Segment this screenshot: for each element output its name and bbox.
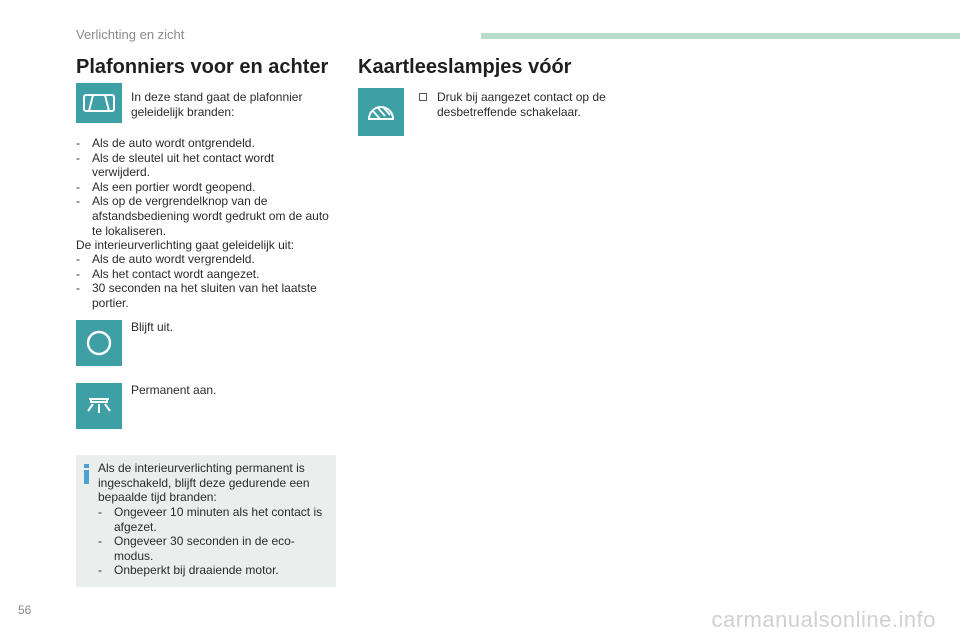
page-number: 56 [18, 603, 32, 617]
list-item: - 30 seconden na het sluiten van het laatste portier. [76, 281, 331, 310]
list-item: - Als een portier wordt geopend. [76, 180, 331, 195]
section-title-front-rear: Plafonniers voor en achter [76, 56, 329, 78]
info-list [98, 505, 334, 578]
info-box [76, 455, 336, 587]
list-item: - Als het contact wordt aangezet. [76, 267, 331, 282]
list-item: - Als de auto wordt vergrendeld. [76, 252, 331, 267]
section-title-map-lamps: Kaartleeslampjes vóór [358, 56, 572, 78]
list-item: - Ongeveer 30 seconden in de eco-modus. [98, 534, 334, 563]
intro-text: In deze stand gaat de plafonnier geleidelijk branden: [131, 90, 303, 119]
list-item: - Als de sleutel uit het contact wordt verwijderd. [76, 151, 331, 180]
header-accent-bar [481, 33, 960, 39]
list-item: - Onbeperkt bij draaiende motor. [98, 563, 334, 578]
off-intro-text: De interieurverlichting gaat geleidelijk uit: [76, 238, 295, 252]
lamp-on-icon [76, 383, 122, 429]
permanent-on-text: Permanent aan. [131, 383, 217, 397]
circle-off-icon [76, 320, 122, 366]
list-item: - Als de auto wordt ontgrendeld. [76, 136, 331, 151]
info-icon [84, 464, 90, 484]
list-item: - Als op de vergrendelknop van de afstandsbediening wordt gedrukt om de auto te lokaliseren. [76, 194, 331, 238]
watermark: carmanualsonline.info [711, 607, 936, 632]
list-item: - Ongeveer 10 minuten als het contact is afgezet. [98, 505, 334, 534]
map-reading-lamp-icon [358, 88, 404, 136]
section-header: Verlichting en zicht [76, 27, 185, 42]
info-text: Als de interieurverlichting permanent is ingeschakeld, blijft deze gedurende een bepaalde tijd branden: [98, 461, 310, 505]
map-lamp-instruction: Druk bij aangezet contact op de desbetreffende schakelaar. [437, 90, 606, 119]
on-conditions-list [76, 136, 331, 238]
checkbox-bullet-icon [419, 93, 427, 101]
off-conditions-list [76, 252, 331, 310]
door-lamp-icon [76, 83, 122, 123]
stays-off-text: Blijft uit. [131, 320, 174, 334]
